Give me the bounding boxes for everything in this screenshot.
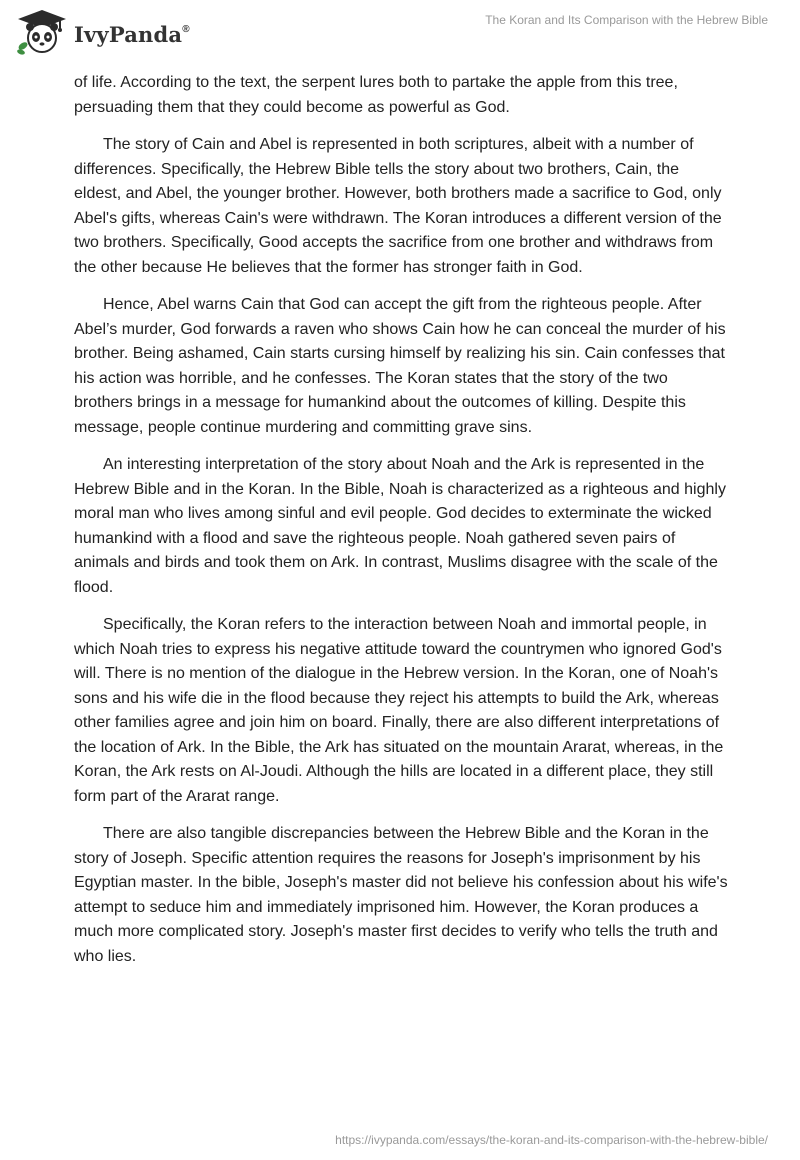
document-title: The Koran and Its Comparison with the Hebrew Bible — [485, 13, 768, 27]
paragraph-noah-ark: An interesting interpretation of the story about Noah and the Ark is represented in the Hebrew Bible and in the Koran. In the Bible, Noah is characterized as a righteous and highly moral man who lives among sinful and evil people. God decides to exterminate the wicked humankind with a flood and save the righteous people. Noah gathered seven pairs of animals and birds and took them on Ark. In contrast, Muslims disagree with the scale of the flood. — [74, 456, 726, 596]
page-header — [0, 0, 800, 70]
source-url[interactable]: https://ivypanda.com/essays/the-koran-and-its-comparison-with-the-hebrew-bible/ — [335, 1133, 768, 1147]
logo-wordmark: IvyPanda® — [74, 21, 190, 47]
paragraph-continuation: of life. According to the text, the serpent lures both to partake the apple from this tree, persuading them that they could become as powerful as God. — [74, 74, 678, 116]
panda-graduate-icon — [14, 8, 70, 56]
paragraph-noah-koran: Specifically, the Koran refers to the interaction between Noah and immortal people, in which Noah tries to express his negative attitude toward the countrymen who ignored God's will. There is no mention of the dialogue in the Hebrew version. In the Koran, one of Noah's sons and his wife die in the flood because they reject his attempts to build the Ark, whereas other families agree and join him on board. Finally, there are also different interpretations of the location of Ark. In the Bible, the Ark has situated on the mountain Ararat, whereas, in the Koran, the Ark rests on Al-Joudi. Although the hills are located in a different place, they still form part of the Ararat range. — [74, 616, 724, 805]
registered-mark: ® — [182, 23, 190, 35]
ivypanda-logo[interactable] — [14, 8, 190, 56]
essay-body — [74, 71, 728, 982]
paragraph-abel-warning: Hence, Abel warns Cain that God can accept the gift from the righteous people. After Abel’s murder, God forwards a raven who shows Cain how he can conceal the murder of his brother. Being ashamed, Cain starts cursing himself by realizing his sin. Cain confesses that his action was horrible, and he confesses. The Koran states that the story of the two brothers brings in a message for humankind about the outcomes of killing. Despite this message, people continue murdering and committing grave sins. — [74, 296, 726, 436]
paragraph-joseph: There are also tangible discrepancies between the Hebrew Bible and the Koran in the story of Joseph. Specific attention requires the reasons for Joseph's imprisonment by his Egyptian master. In the bible, Joseph's master did not believe his confession about his wife's attempt to seduce him and immediately imprisoned him. However, the Koran produces a much more complicated story. Joseph's master first decides to verify who tells the truth and who lies. — [74, 825, 728, 965]
paragraph-cain-abel: The story of Cain and Abel is represented in both scriptures, albeit with a number of differences. Specifically, the Hebrew Bible tells the story about two brothers, Cain, the eldest, and Abel, the younger brother. However, both brothers made a sacrifice to God, only Abel's gifts, whereas Cain's were withdrawn. The Koran introduces a different version of the two brothers. Specifically, Good accepts the sacrifice from one brother and withdraws from the other because He believes that the former has stronger faith in God. — [74, 136, 722, 276]
